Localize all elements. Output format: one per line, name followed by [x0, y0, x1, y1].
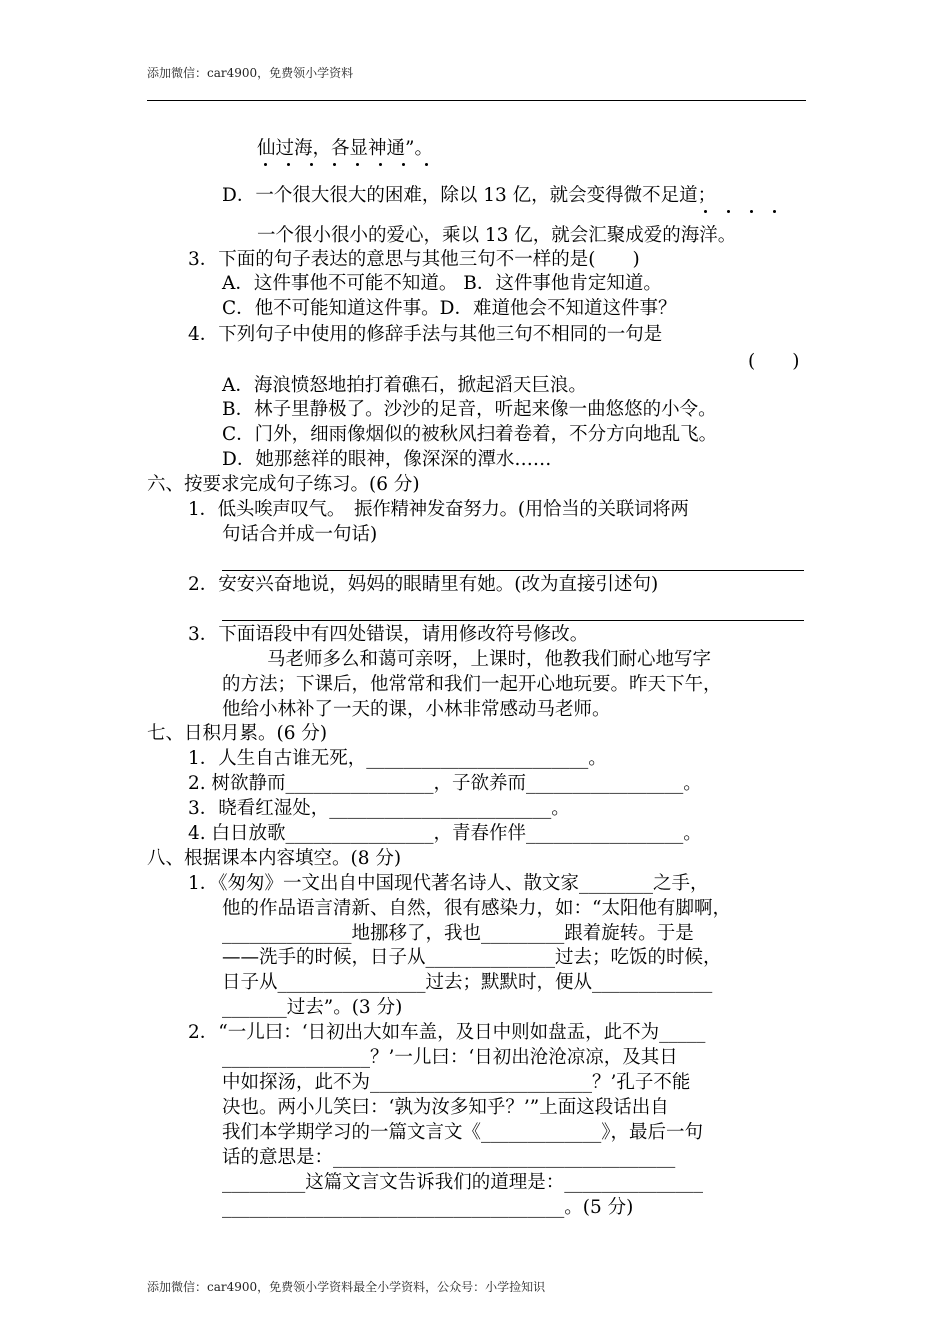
text-line: C．门外，细雨像烟似的被秋风扫着卷着，不分方向地乱飞。	[222, 424, 718, 445]
text-line: 日子从________________过去；默默时，便从_____________	[222, 972, 713, 993]
text-line: 4. 白日放歌________________，青春作伴_________________。	[188, 823, 702, 844]
text-line: 仙过海，各显神通”。	[257, 138, 433, 159]
text-line: _______过去”。(3 分)	[222, 997, 403, 1018]
answer-line	[222, 570, 804, 571]
section-heading: 七、日积月累。(6 分)	[147, 723, 328, 744]
emphasis-dot	[402, 163, 405, 166]
text-line: A．海浪愤怒地拍打着礁石，掀起滔天巨浪。	[222, 375, 587, 396]
text-line: 他的作品语言清新、自然，很有感染力，如：“太阳他有脚啊，	[222, 898, 731, 919]
text-line: C．他不可能知道这件事。D．难道他会不知道这件事？	[222, 298, 677, 319]
text-line: 决也。两小儿笑曰：‘孰为汝多知乎？’”上面这段话出自	[222, 1097, 669, 1118]
text-line: 话的意思是：_____________________________________	[222, 1147, 676, 1168]
text-line: 3．下面的句子表达的意思与其他三句不一样的是( )	[188, 249, 640, 270]
emphasis-dot	[773, 210, 776, 213]
emphasis-dot	[356, 163, 359, 166]
text-line: ________________？’一儿曰：‘日初出沧沧凉凉，及其日	[222, 1047, 678, 1068]
text-line: 2．安安兴奋地说，妈妈的眼睛里有她。(改为直接引述句)	[188, 574, 659, 595]
text-line: ——洗手的时候，日子从______________过去；吃饭的时候，	[222, 947, 722, 968]
text-line: 的方法；下课后，他常常和我们一起开心地玩要。昨天下午，	[222, 674, 722, 695]
text-line: 一个很小很小的爱心，乘以 13 亿，就会汇聚成爱的海洋。	[257, 225, 737, 246]
emphasis-dot	[287, 163, 290, 166]
text-line: 我们本学期学习的一篇文言文《_____________》，最后一句	[222, 1122, 704, 1143]
answer-line	[222, 620, 804, 621]
section-heading: 六、按要求完成句子练习。(6 分)	[147, 474, 420, 495]
text-line: 1．《匆匆》一文出自中国现代著名诗人、散文家________之手，	[188, 873, 709, 894]
emphasis-dot	[379, 163, 382, 166]
text-line: ______________地挪移了，我也_________跟着旋转。于是	[222, 923, 694, 944]
text-line: 4．下列句子中使用的修辞手法与其他三句不相同的一句是	[188, 324, 663, 345]
text-line: 3．下面语段中有四处错误，请用修改符号修改。	[188, 624, 589, 645]
text-line: _________这篇文言文告诉我们的道理是：_______________	[222, 1172, 704, 1193]
text-line: 1．人生自古谁无死，________________________。	[188, 748, 607, 769]
text-line: D．一个很大很大的困难，除以 13 亿，就会变得微不足道；	[222, 185, 717, 206]
emphasis-dot	[704, 210, 707, 213]
text-line: 中如探汤，此不为________________________？’孔子不能	[222, 1072, 691, 1093]
text-line: _____________________________________。(5 分)	[222, 1197, 634, 1218]
emphasis-dot	[727, 210, 730, 213]
text-line: 他给小林补了一天的课，小林非常感动马老师。	[222, 699, 611, 720]
page-footer-text: 添加微信：car4900，免费领小学资料最全小学资料，公众号：小学捡知识	[147, 1280, 546, 1294]
emphasis-dot	[333, 163, 336, 166]
text-line: 1．低头唉声叹气。 振作精神发奋努力。(用恰当的关联词将两	[188, 499, 689, 520]
text-line: 3．晓看红湿处，________________________。	[188, 798, 570, 819]
text-line: 2．“一儿曰：‘日初出大如车盖，及日中则如盘盂，此不为_____	[188, 1022, 706, 1043]
answer-paren: ( )	[748, 351, 800, 372]
section-heading: 八、根据课本内容填空。(8 分)	[147, 848, 402, 869]
text-line: 2. 树欲静而________________，子欲养而_________________。	[188, 773, 702, 794]
emphasis-dot	[310, 163, 313, 166]
page-header-text: 添加微信：car4900，免费领小学资料	[147, 66, 354, 80]
emphasis-dot	[264, 163, 267, 166]
emphasis-dot	[425, 163, 428, 166]
text-line: 马老师多么和蔼可亲呀，上课时，他教我们耐心地写字	[267, 649, 712, 670]
text-line: A．这件事他不可能不知道。 B．这件事他肯定知道。	[222, 273, 662, 294]
text-line: B．林子里静极了。沙沙的足音，听起来像一曲悠悠的小令。	[222, 399, 717, 420]
header-divider	[147, 100, 806, 101]
emphasis-dot	[750, 210, 753, 213]
text-line: 句话合并成一句话)	[222, 524, 378, 545]
text-line: D．她那慈祥的眼神，像深深的潭水……	[222, 449, 552, 470]
